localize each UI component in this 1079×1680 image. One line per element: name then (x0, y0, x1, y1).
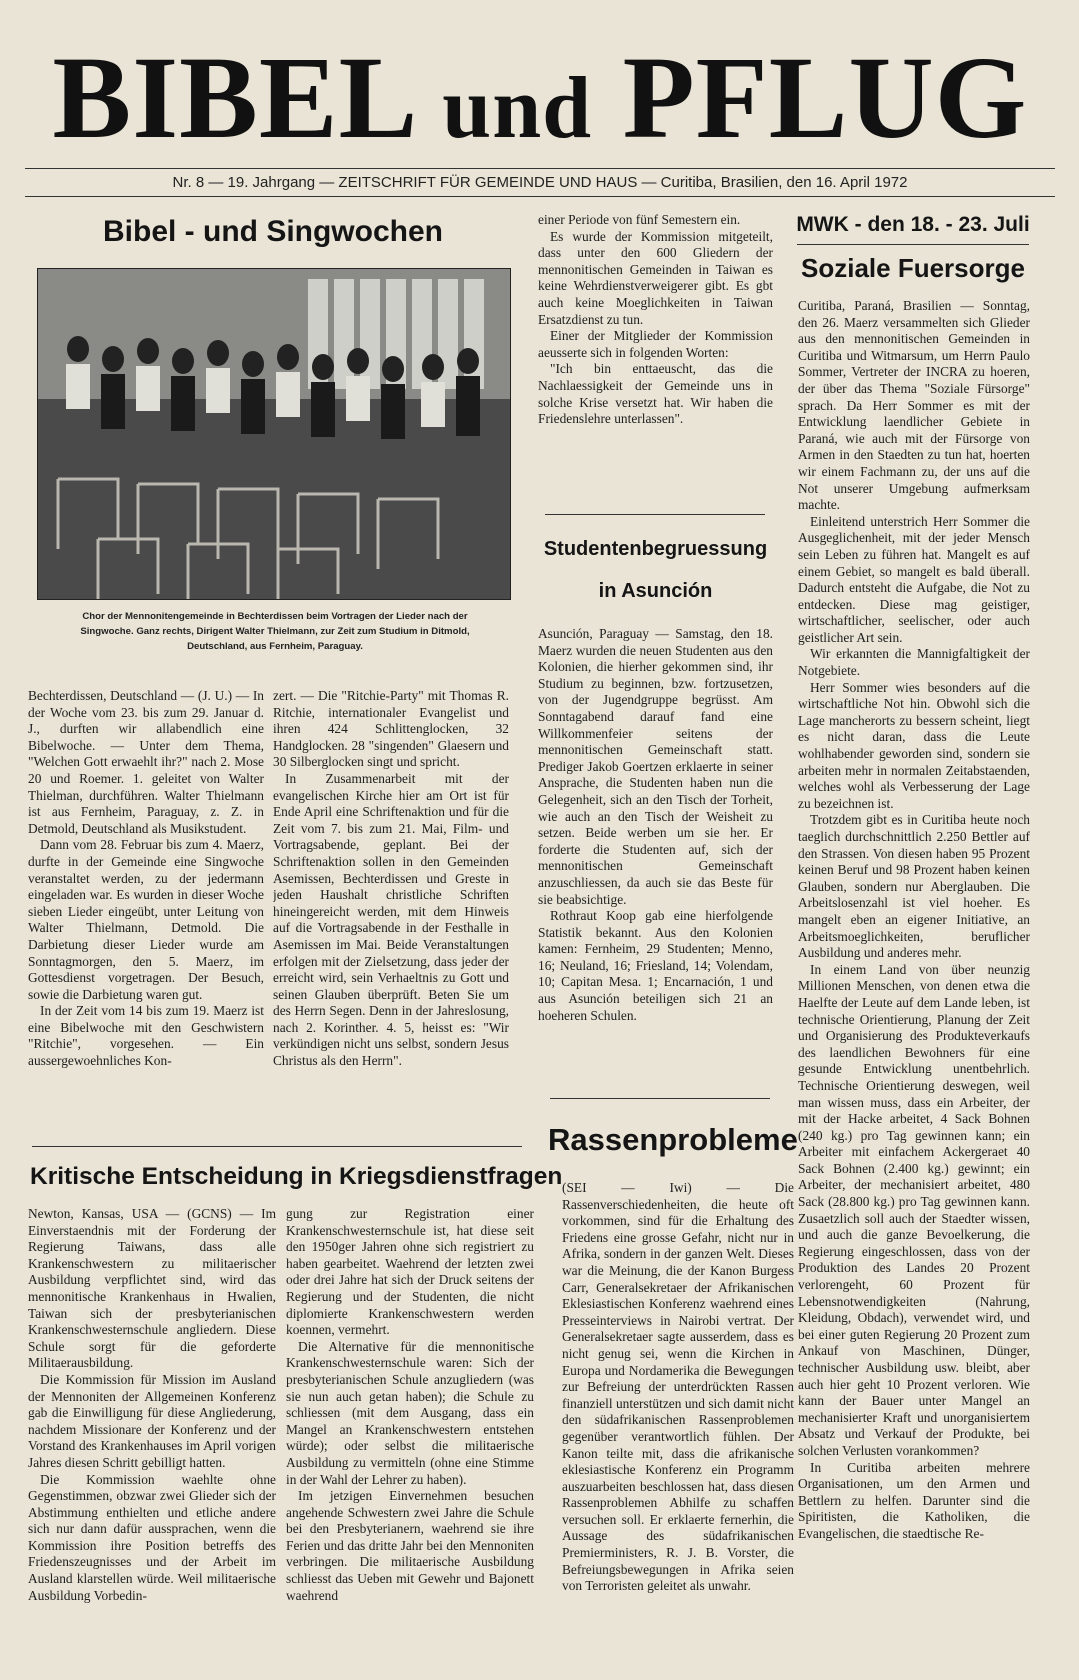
kritische-article-col2 (286, 1206, 534, 1668)
bibel-article-col2 (273, 688, 509, 1132)
paragraph: Rothraut Koop gab eine hierfolgende Statistik bekannt. Aus den Kolonien kamen: Fernheim, 29 Studenten; Menno, 16; Neuland, 16; Friesland, 14; Volendam, 10; Capitan Mesa. 1; Encarnación, 1 und aus Asunción beteiligen sich 21 an hoeheren Schulen. (538, 908, 773, 1023)
paragraph: In Curitiba arbeiten mehrere Organisationen, um den Armen und Bettlern zu helfen. Darunter sind die Spiritisten, die Katholiken, die Evangelischen, die staedtische Re- (798, 1459, 1030, 1541)
divider (32, 1146, 522, 1147)
choir-photo-icon (38, 269, 510, 599)
paragraph: Im jetzigen Einvernehmen besuchen angehende Schwestern zwei Jahre die Schule bei den Presbyterianern, waehrend sie ihre Ferien und das dritte Jahr bei den Mennoniten verbringen. Die militaerische Ausbildung schliesst das Ueben mit Gewehr und Bajonett waehrend (286, 1488, 534, 1603)
studenten-article (538, 626, 773, 1078)
masthead-title-bibel: BIBEL (52, 32, 412, 163)
issue-line (25, 172, 1055, 194)
headline-in-asuncion: in Asunción (598, 580, 713, 602)
photo-caption: Chor der Mennonitengemeinde in Bechterdissen beim Vortragen der Lieder nach der Singwoche. Ganz rechts, Dirigent Walter Thielmann, zur Zeit zum Studium in Ditmold, Deutschland, aus Fernheim, Paraguay. (80, 611, 470, 652)
divider (550, 1098, 770, 1099)
paragraph: "Ich bin enttaeuscht, das die Nachlaessigkeit der Gemeinde uns in solche Krise versetzt hat. Wir haben die Friedenslehre unterlassen". (538, 361, 773, 427)
paragraph: Curitiba, Paraná, Brasilien — Sonntag, den 26. Maerz versammelten sich Glieder aus den mennonitischen Gemeinden in Curitiba und Witmarsum, um Herrn Paulo Sommer, Vertreter der INCRA zu hoeren, der über das Thema "Soziale Fürsorge" sprach. Da Herr Sommer es mit der Entwicklung laendlicher Gebiete in Paraná, wie auch mit der Fürsorge von Armen in den Staedten zu tun hat, hoerten wir einem Fachmann zu, der uns auf die Not unserer Umgebung aufmerksam machte. (798, 298, 1030, 513)
paragraph: Dann vom 28. Februar bis zum 4. Maerz, durfte in der Gemeinde eine Singwoche veranstaltet werden, zu der jedermann eingeladen war. Es wurden in dieser Woche sieben Lieder eingeübt, unter Leitung von Walter Thielmann, Detmold. Die Darbietung dieser Lieder wurde am Sonntagmorgen, den 5. Maerz, im Gottesdienst vorgetragen. Der Besuch, sowie die Darbietung waren gut. (28, 837, 264, 1002)
headline-mwk: MWK - den 18. - 23. Juli (796, 213, 1030, 236)
paragraph: Die Kommission für Mission im Ausland der Mennoniten der Allgemeinen Konferenz gab die Einwilligung für diese Angliederung, nachdem Missionare der Konferenz und der Vorstand des Krankenhauses im April vorigen Jahres diesen Schritt gebilligt hatten. (28, 1371, 276, 1470)
kritische-article-col1 (28, 1206, 276, 1668)
choir-photo (37, 268, 511, 600)
paragraph: (SEI — Iwi) — Die Rassenverschiedenheiten, die heute oft vorkommen, sind für die Erhaltung des Friedens eine grosse Gefahr, nicht nur in Afrika, sondern in der ganzen Welt. Dieses war die Meinung, die der Kanon Burgess Carr, Generalsekretaer der Afrikanischen Eklesiastischen Konferenz waehrend eines Presseinterviews in Nairobi vertrat. Der Generalsekretaer sagte ausserdem, dass es nicht genug sei, wenn die Kirchen in Europa und Nordamerika die Bewegungen zur Befreiung der unterdrückten Rassen finanziell unterstützen und sich damit nicht den südafrikanischen Rassenproblemen gegenüber verantwortlich fühlen. Der Kanon teilte mit, dass die afrikanische eklesiastische Konferenz ein Programm auszuarbeiten beschlossen hat, dass diesen Rassenproblemen Abhilfe zu schaffen versuchen soll. Er erklaerte fernerhin, die Aussage des südafrikanischen Premierministers, R. J. B. Vorster, die Befreiungsbewegungen in Afrika seien von Terroristen geleitet als unwahr. (562, 1180, 794, 1594)
divider (545, 514, 765, 515)
masthead-rule-bottom (25, 196, 1055, 197)
headline-studentenbegruessung: Studentenbegruessung (543, 538, 768, 560)
bibel-article-col1 (28, 688, 264, 1132)
rassen-article (562, 1180, 794, 1668)
paragraph: Einer der Mitglieder der Kommission aeusserte sich in folgenden Worten: (538, 328, 773, 360)
paragraph: zert. — Die "Ritchie-Party" mit Thomas R. Ritchie, internationaler Evangelist und ihren 424 Schlittenglocken, 32 Handglocken. 28 "singenden" Glaesern und 30 Silberglocken singt und spricht. (273, 688, 509, 770)
paragraph: Wir erkannten die Mannigfaltigkeit der Notgebiete. (798, 646, 1030, 679)
paragraph: gung zur Registration einer Krankenschwesternschule ist, hat diese seit den 1950ger Jahren ohne sich registriert zu haben gearbeitet. Waehrend der letzten zwei oder drei Jahre hat sich der Druck seitens der Regierung und der Studenten, die nicht diplomierte Krankenschwestern werden koennen, vermehrt. (286, 1206, 534, 1338)
paragraph: Einleitend unterstrich Herr Sommer die Ausgeglichenheit, mit der jeder Mensch sein Leben zu führen hat. Mangelt es auf einem Gebiet, so mangelt es bald überall. Dadurch entsteht die Aufgabe, die Not zu entdecken. Diese mag geistiger, wirtschaftlicher, seelischer, oder auch geistlicher Art sein. (798, 513, 1030, 645)
paragraph: In einem Land von über neunzig Millionen Menschen, von denen etwa die Haelfte der Leute auf dem Lande leben, ist technische Orientierung, Planung der Zeit und Organisierung des Produkteverkaufs des laendlichen Bewohners für eine gesunde Entwicklung unentbehrlich. Technische Orientierung deswegen, weil man wissen muss, dass ein Arbeiter, der mit der Hacke arbeitet, 4 Sack Bohnen (240 kg.) pro Tag gewinnen kann; ein Arbeiter mit einfachem Ackergeraet 40 Sack Bohnen (2.400 kg.) gewinnt; ein Arbeiter, der mechanisiert arbeitet, 480 Sack (28.800 kg.) pro Tag gewinnen kann. Zusaetzlich soll auch der Staedter wissen, und auch die ganze Bevoelkerung, die Regierung eingeschlossen, dass von der Produktion des Landes 20 Prozent verlorengeht, 60 Prozent für Lebensnotwendigkeiten (Nahrung, Kleidung, Obdach), verwendet wird, und bei einer guten Regierung 20 Prozent zum Ankauf von Maschinen, Dünger, technischer Ausbildung usw. bleibt, aber auch hier geht 10 Prozent verloren. Wie kann der Bauer unter Mangel an mechanisierter Kraft und unorganisiertem Absatz und Verkauf der Produkte, bei solchen Verlusten vorankommen? (798, 961, 1030, 1458)
paragraph: In Zusammenarbeit mit der evangelischen Kirche hier am Ort ist für Ende April eine Schriftenaktion und für die Zeit vom 7. bis zum 21. Mai, Film- und Vortragsabende, geplant. Bei der Schriftenaktion sollen in den Gemeinden Asemissen, Bechterdissen und Greste in jeden Haushalt christliche Schriften hineingereicht werden, mit dem Hinweis auf die Vortragsabende in der Festhalle in Asemissen im Mai. Beide Veranstaltungen erfolgen mit der Zielsetzung, dass jeder der erreicht wird, sein Verhaeltnis zu Gott und seinen Glauben überprüft. Beten Sie um des Herrn Segen. Denn in der Jahreslosung, nach 2. Korinther. 4. 5, heisst es: "Wir verkündigen nicht uns selbst, sondern Jesus Christus als den Herrn". (273, 770, 509, 1069)
paragraph: Die Kommission waehlte ohne Gegenstimmen, obzwar zwei Glieder sich der Abstimmung enthielten und etliche andere sich nur dann dafür aussprachen, wenn die Kommission ihre Position betreffs des Friedenszeugnisses und der Arbeit im Ausland klarstellen würde. Weil militaerische Ausbildung Vorbedin- (28, 1471, 276, 1603)
masthead-title-pflug: PFLUG (622, 32, 1028, 163)
paragraph: In der Zeit vom 14 bis zum 19. Maerz ist eine Bibelwoche mit den Geschwistern "Ritchie", vorgesehen. — Ein aussergewoehnliches Kon- (28, 1003, 264, 1069)
paragraph: Es wurde der Kommission mitgeteilt, dass unter den 600 Gliedern der mennonitischen Gemeinden in Taiwan es keine Wehrdienstverweigerer gibt. Es gbt auch keine Moeglichkeiten in Taiwan Ersatzdienst zu tun. (538, 228, 773, 327)
paragraph: Asunción, Paraguay — Samstag, den 18. Maerz wurden die neuen Studenten aus den Kolonien, die hierher gekommen sind, ihr Studium zu beginnen, bzw. fortzusetzen, von der Jugendgruppe begrüsst. Am Sonntagabend darauf fand eine Willkommenfeier seitens der mennonitischen Gemeinschaft statt. Prediger Jakob Goertzen erklaerte in seiner Ansprache, die Studenten haben nun die Gelegenheit, sich an den Tisch der Torheit, wie auch an den Tisch der Weisheit zu setzen. Beide werben um sie her. Er forderte die Studenten auf, sich der mennonitischen Gemeinschaft anzuschliessen, da auch sie das Beste für sie beabsichtige. (538, 626, 773, 907)
masthead-title-und: und (442, 60, 593, 157)
paragraph: Die Alternative für die mennonitische Krankenschwesternschule waren: Sich der presbyterianischen Schule anzugliedern (was sie nun auch getan haben); die Schule zu schliessen (mit dem Ausgang, dass ein Mangel an Krankenschwestern entstehen würde); oder selbst die militaerische Ausbildung zu vermitteln (ohne eine Stimme in der Wahl der Lehrer zu haben). (286, 1338, 534, 1487)
headline-bibel-singwochen: Bibel - und Singwochen (103, 215, 443, 248)
paragraph: einer Periode von fünf Semestern ein. (538, 212, 741, 227)
paragraph: Herr Sommer wies besonders auf die wirtschaftliche Not hin. Obwohl sich die Lage mancherorts zu bessern scheint, liegt es nicht daran, dass die Leute wohlhabender geworden sind, sondern sie arbeiten mehr in normalen Zeitabstaenden, welches wohl als Verbesserung der Lage zu bezeichnen ist. (798, 679, 1030, 811)
soziale-article (798, 298, 1030, 1668)
kommission-continuation (538, 212, 773, 500)
headline-kritische-entscheidung: Kritische Entscheidung in Kriegsdienstfragen (30, 1163, 563, 1190)
divider (797, 244, 1029, 245)
paragraph: Bechterdissen, Deutschland — (J. U.) — In der Woche vom 23. bis zum 29. Januar d. J., durften wir allabendlich eine Bibelwoche. — Unter dem Thema, "Welchen Gott erwaehlt ihr?" nach 2. Mose 20 und Roemer. 1. geleitet von Walter Thielman, durchführen. Walter Thielmann ist aus Fernheim, Paraguay, z. Z. in Detmold, Deutschland als Musikstudent. (28, 688, 264, 836)
headline-rassenprobleme: Rassenprobleme (548, 1122, 798, 1157)
masthead (30, 28, 1050, 168)
masthead-rule-top (25, 168, 1055, 169)
issue-line-text: Nr. 8 — 19. Jahrgang — ZEITSCHRIFT FÜR GEMEINDE UND HAUS — Curitiba, Brasilien, den 16. April 1972 (172, 174, 908, 191)
headline-soziale-fuersorge: Soziale Fuersorge (801, 253, 1025, 283)
paragraph: Newton, Kansas, USA — (GCNS) — Im Einverstaendnis mit der Forderung der Regierung Taiwans, dass alle Krankenschwestern zu militaerischer Ausbildung verpflichtet sind, wird das mennonitische Krankenhaus in Hwalien, Taiwan sich der presbyterianischen Krankenschwesternschule angliedern. Diese Schule sorgt für die geforderte Militaerausbildung. (28, 1206, 276, 1371)
paragraph: Trotzdem gibt es in Curitiba heute noch taeglich durchschnittlich 2.250 Bettler auf den Strassen. Von diesen haben 95 Prozent keinen Beruf und 98 Prozent haben keinen Glauben, sondern nur Aberglauben. Die Arbeitslosenzahl ist viel hoeher. Es mangelt eben an eigener Initiative, an Arbeitsmoeglichkeiten, beruflicher Ausbildung und anderes mehr. (798, 812, 1030, 961)
